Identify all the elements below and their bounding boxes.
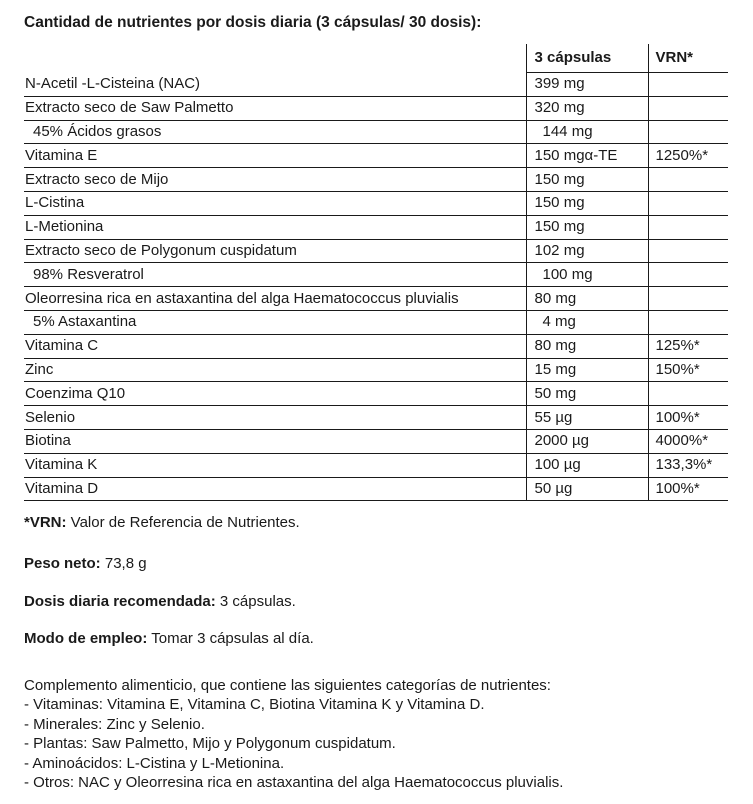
table-row — [24, 96, 728, 120]
nutrient-name: Extracto seco de Saw Palmetto — [24, 96, 526, 120]
nutrient-amount: 150 mg — [526, 215, 648, 239]
nutrient-amount: 80 mg — [526, 287, 648, 311]
nutrient-amount: 399 mg — [526, 73, 648, 97]
table-row — [24, 382, 728, 406]
nutrient-vrn: 125%* — [648, 334, 728, 358]
net-weight-text: 73,8 g — [100, 555, 147, 572]
nutrient-amount: 2000 µg — [526, 429, 648, 453]
nutrient-name: L-Metionina — [24, 215, 526, 239]
nutrient-name: Extracto seco de Mijo — [24, 168, 526, 192]
complement-description — [24, 676, 563, 792]
nutrient-amount: 15 mg — [526, 358, 648, 382]
daily-dose-text: 3 cápsulas. — [215, 593, 296, 610]
nutrient-amount: 150 mg — [526, 168, 648, 192]
vrn-note-text: Valor de Referencia de Nutrientes. — [66, 514, 300, 531]
table-header-row — [24, 44, 728, 73]
table-row — [24, 406, 728, 430]
nutrient-vrn: 1250%* — [648, 144, 728, 168]
vrn-note-label: *VRN: — [24, 514, 67, 531]
nutrient-amount: 150 mgα-TE — [526, 144, 648, 168]
nutrient-vrn — [648, 310, 728, 334]
complement-item: - Minerales: Zinc y Selenio. — [24, 715, 205, 733]
complement-item: - Plantas: Saw Palmetto, Mijo y Polygonum cuspidatum. — [24, 735, 396, 753]
nutrient-name: Selenio — [24, 406, 526, 430]
complement-item: - Aminoácidos: L-Cistina y L-Metionina. — [24, 754, 285, 772]
nutrient-amount: 102 mg — [526, 239, 648, 263]
nutrient-vrn: 133,3%* — [648, 453, 728, 477]
nutrient-name: Vitamina C — [24, 334, 526, 358]
nutrient-amount: 80 mg — [526, 334, 648, 358]
nutrient-amount: 100 mg — [526, 263, 648, 287]
header-vrn: VRN* — [648, 44, 728, 73]
table-row — [24, 429, 728, 453]
nutrient-name: Vitamina E — [24, 144, 526, 168]
daily-dose-label: Dosis diaria recomendada: — [24, 593, 216, 610]
nutrient-name: Biotina — [24, 429, 526, 453]
nutrient-name: Extracto seco de Polygonum cuspidatum — [24, 239, 526, 263]
nutrient-name: 5% Astaxantina — [24, 310, 526, 334]
nutrient-amount: 144 mg — [526, 120, 648, 144]
table-row — [24, 168, 728, 192]
daily-dose — [24, 592, 734, 611]
nutrient-name: Coenzima Q10 — [24, 382, 526, 406]
table-row — [24, 191, 728, 215]
table-row — [24, 73, 728, 97]
header-nutrient — [24, 44, 526, 73]
table-row — [24, 453, 728, 477]
nutrient-name: Oleorresina rica en astaxantina del alga Haematococcus pluvialis — [24, 287, 526, 311]
complement-intro: Complemento alimenticio, que contiene las siguientes categorías de nutrientes: — [24, 677, 551, 694]
nutrient-name: Vitamina D — [24, 477, 526, 501]
nutrient-name: N-Acetil -L-Cisteina (NAC) — [24, 73, 526, 97]
usage-instructions — [24, 629, 734, 648]
nutrient-vrn — [648, 191, 728, 215]
nutrient-table-body — [24, 73, 728, 501]
table-row — [24, 215, 728, 239]
table-row — [24, 310, 728, 334]
nutrient-vrn — [648, 73, 728, 97]
header-amount: 3 cápsulas — [526, 44, 648, 73]
nutrient-vrn — [648, 382, 728, 406]
nutrient-amount: 50 µg — [526, 477, 648, 501]
nutrient-amount: 4 mg — [526, 310, 648, 334]
complement-item: - Otros: NAC y Oleorresina rica en astaxantina del alga Haematococcus pluvialis. — [24, 774, 564, 792]
nutrient-amount: 50 mg — [526, 382, 648, 406]
table-row — [24, 477, 728, 501]
net-weight-label: Peso neto: — [24, 555, 101, 572]
nutrient-name: 45% Ácidos grasos — [24, 120, 526, 144]
table-row — [24, 239, 728, 263]
nutrient-vrn — [648, 263, 728, 287]
nutrient-vrn: 100%* — [648, 406, 728, 430]
nutrient-vrn — [648, 239, 728, 263]
table-title: Cantidad de nutrientes por dosis diaria (3 cápsulas/ 30 dosis): — [24, 14, 482, 31]
nutrient-table — [24, 44, 728, 501]
table-row — [24, 334, 728, 358]
nutrient-vrn — [648, 215, 728, 239]
nutrient-name: Zinc — [24, 358, 526, 382]
nutrient-amount: 320 mg — [526, 96, 648, 120]
nutrient-vrn: 150%* — [648, 358, 728, 382]
usage-instructions-label: Modo de empleo: — [24, 630, 148, 647]
nutrient-vrn — [648, 120, 728, 144]
nutrient-amount: 150 mg — [526, 191, 648, 215]
nutrient-vrn — [648, 287, 728, 311]
nutrient-vrn — [648, 168, 728, 192]
nutrient-vrn: 4000%* — [648, 429, 728, 453]
nutrient-amount: 100 µg — [526, 453, 648, 477]
vrn-note — [24, 513, 734, 532]
nutrient-name: 98% Resveratrol — [24, 263, 526, 287]
table-row — [24, 358, 728, 382]
table-row — [24, 120, 728, 144]
complement-item: - Vitaminas: Vitamina E, Vitamina C, Biotina Vitamina K y Vitamina D. — [24, 696, 485, 714]
nutrient-vrn — [648, 96, 728, 120]
net-weight — [24, 554, 734, 573]
nutrient-name: L-Cistina — [24, 191, 526, 215]
nutrient-amount: 55 µg — [526, 406, 648, 430]
nutrient-vrn: 100%* — [648, 477, 728, 501]
nutrient-name: Vitamina K — [24, 453, 526, 477]
table-row — [24, 263, 728, 287]
table-row — [24, 287, 728, 311]
usage-instructions-text: Tomar 3 cápsulas al día. — [147, 630, 314, 647]
table-row — [24, 144, 728, 168]
